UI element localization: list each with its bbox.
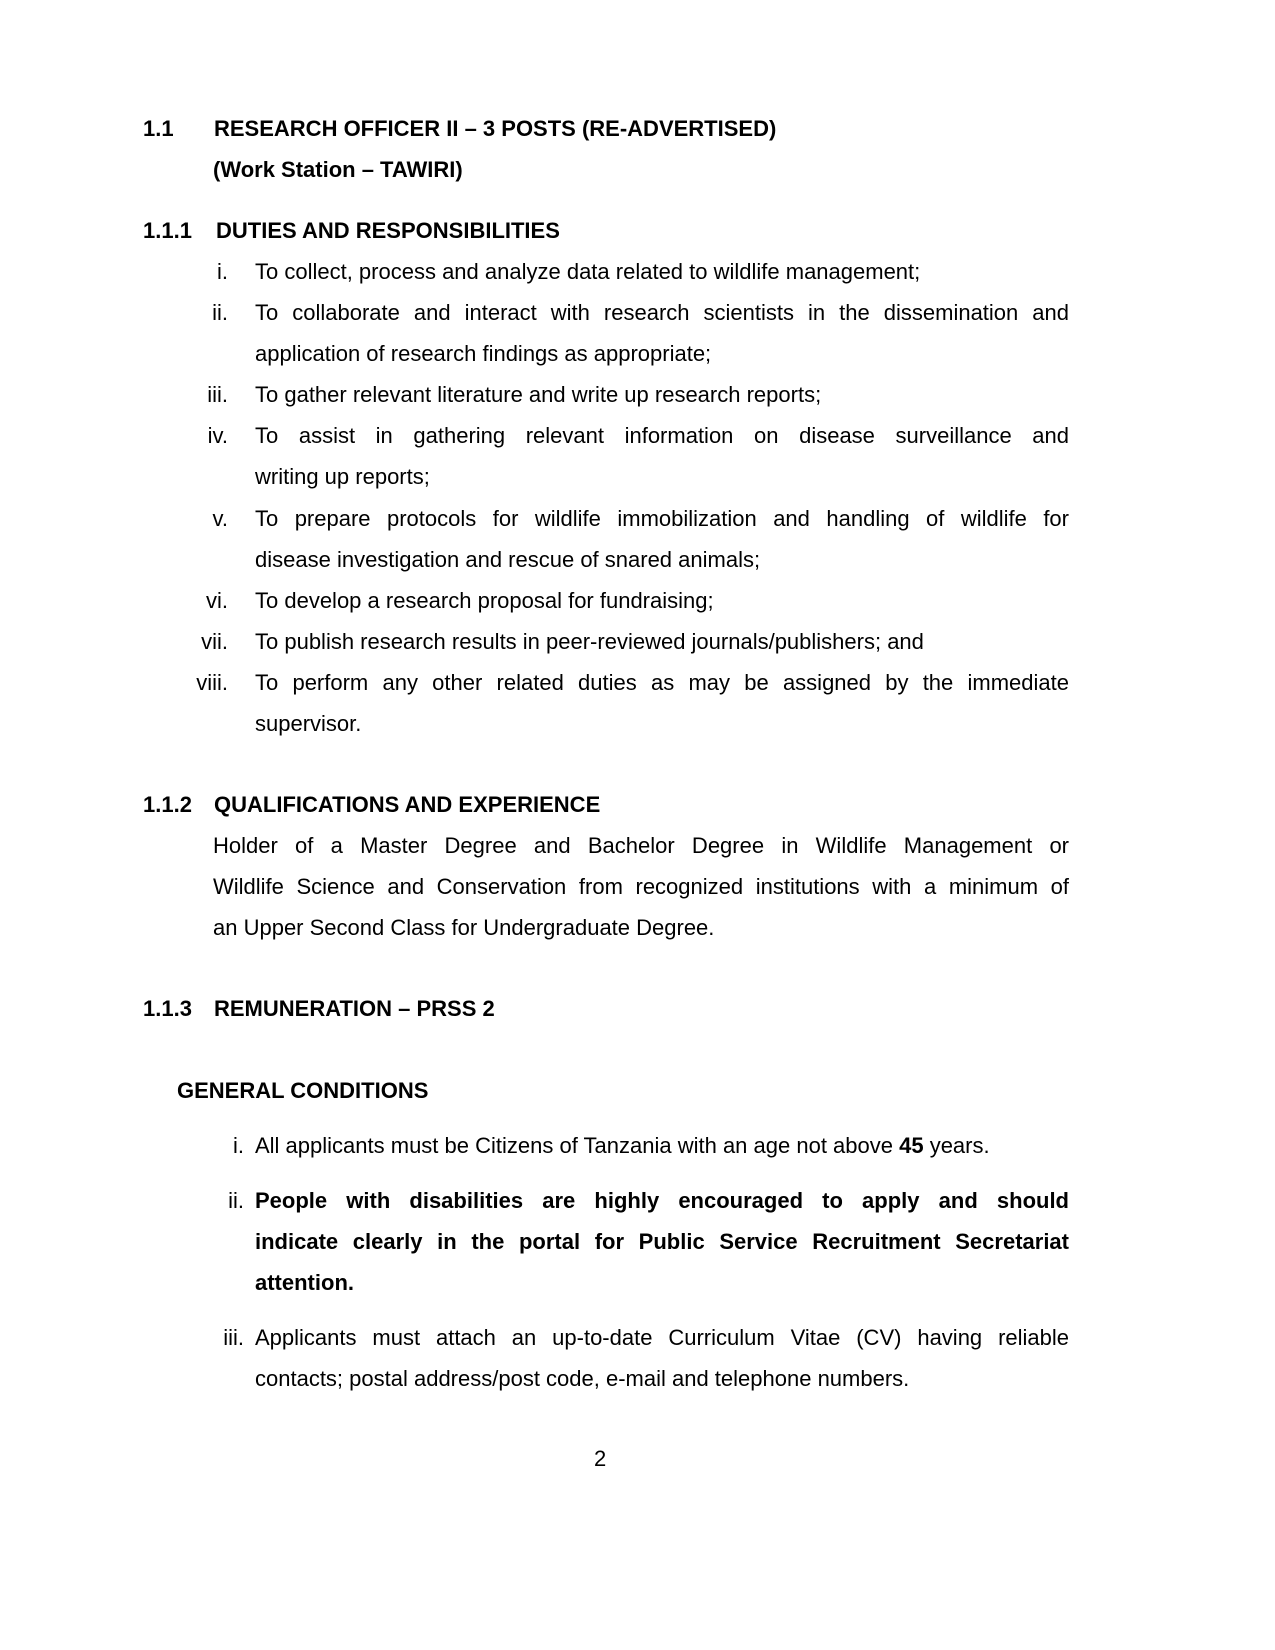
- list-item: To gather relevant literature and write up research reports;: [255, 382, 822, 407]
- list-marker: i.: [217, 259, 228, 284]
- list-marker: ii.: [228, 1188, 244, 1213]
- qualifications-text-line: Wildlife Science and Conservation from recognized institutions with a minimum of: [213, 874, 1069, 899]
- list-marker: iii.: [207, 382, 228, 407]
- list-marker: v.: [212, 506, 228, 531]
- list-marker: ii.: [212, 300, 228, 325]
- qualifications-text-line: an Upper Second Class for Undergraduate Degree.: [213, 915, 715, 940]
- remuneration-number: 1.1.3: [143, 996, 192, 1021]
- list-item: To publish research results in peer-reviewed journals/publishers; and: [255, 629, 924, 654]
- list-marker: i.: [233, 1133, 244, 1158]
- list-marker: iv.: [207, 423, 228, 448]
- section-title: RESEARCH OFFICER II – 3 POSTS (RE-ADVERTISED): [214, 116, 777, 141]
- list-item: To develop a research proposal for fundraising;: [255, 588, 714, 613]
- list-marker: vii.: [201, 629, 228, 654]
- remuneration-heading: REMUNERATION – PRSS 2: [214, 996, 495, 1021]
- qualifications-number: 1.1.2: [143, 792, 192, 817]
- condition-item-continuation: indicate clearly in the portal for Public Service Recruitment Secretariat: [255, 1229, 1069, 1254]
- list-item-continuation: disease investigation and rescue of snared animals;: [255, 547, 761, 572]
- condition-text-end: years.: [923, 1133, 990, 1158]
- section-number: 1.1: [143, 116, 174, 141]
- condition-text: All applicants must be Citizens of Tanzania with an age not above: [255, 1133, 900, 1158]
- list-item: To perform any other related duties as may be assigned by the immediate: [255, 670, 1069, 695]
- qualifications-heading: QUALIFICATIONS AND EXPERIENCE: [214, 792, 601, 817]
- duties-number: 1.1.1: [143, 218, 192, 243]
- list-item-continuation: writing up reports;: [255, 464, 430, 489]
- list-item: To assist in gathering relevant information on disease surveillance and: [255, 423, 1069, 448]
- page-number: 2: [594, 1446, 607, 1471]
- duties-heading: DUTIES AND RESPONSIBILITIES: [216, 218, 560, 243]
- condition-item: People with disabilities are highly encouraged to apply and should: [255, 1188, 1069, 1213]
- general-conditions-heading: GENERAL CONDITIONS: [177, 1078, 429, 1103]
- condition-item-continuation: contacts; postal address/post code, e-mail and telephone numbers.: [255, 1366, 910, 1391]
- list-marker: iii.: [223, 1325, 244, 1350]
- qualifications-text-line: Holder of a Master Degree and Bachelor Degree in Wildlife Management or: [213, 833, 1069, 858]
- section-subtitle: (Work Station – TAWIRI): [213, 157, 463, 182]
- list-marker: viii.: [196, 670, 228, 695]
- condition-item: Applicants must attach an up-to-date Curriculum Vitae (CV) having reliable: [255, 1325, 1069, 1350]
- list-item: To prepare protocols for wildlife immobilization and handling of wildlife for: [255, 506, 1069, 531]
- condition-item-continuation: attention.: [255, 1270, 354, 1295]
- list-marker: vi.: [206, 588, 228, 613]
- list-item-continuation: supervisor.: [255, 711, 362, 736]
- condition-item: [255, 1133, 990, 1159]
- age-limit: 45: [899, 1133, 924, 1158]
- list-item: To collaborate and interact with research scientists in the dissemination and: [255, 300, 1069, 325]
- list-item: To collect, process and analyze data related to wildlife management;: [255, 259, 921, 284]
- list-item-continuation: application of research findings as appropriate;: [255, 341, 712, 366]
